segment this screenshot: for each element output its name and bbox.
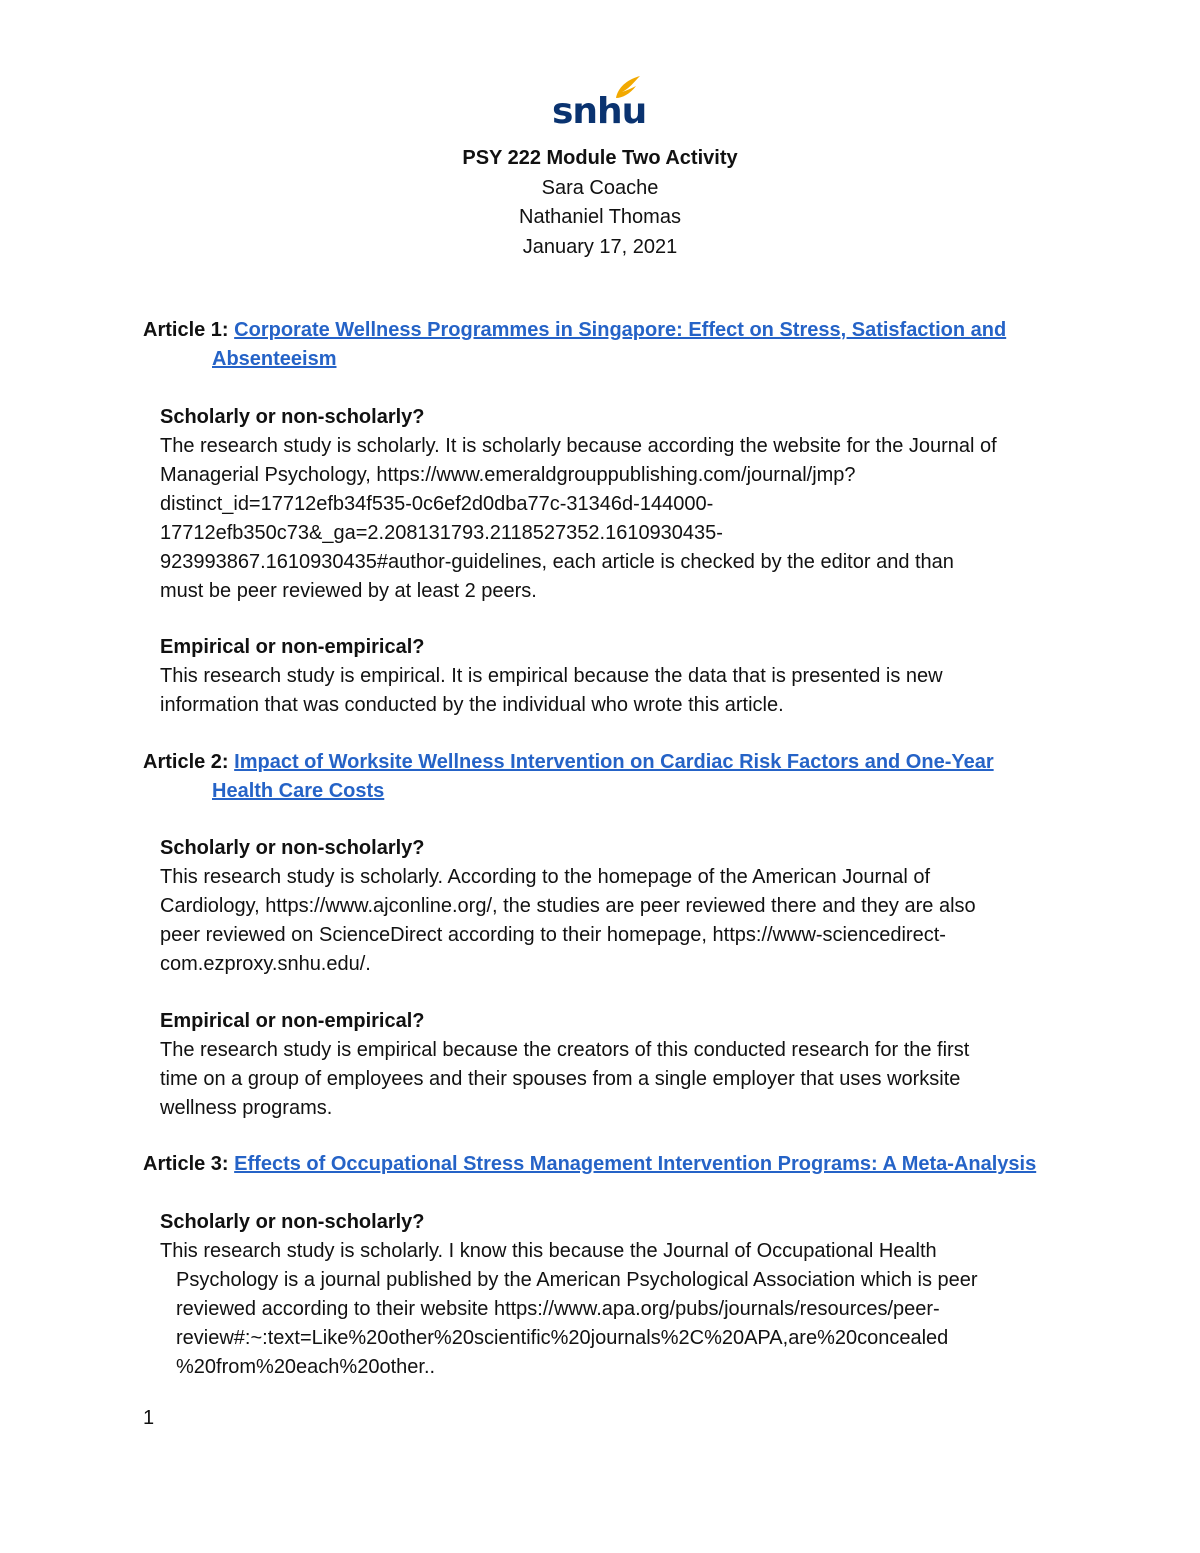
document-header: [0, 144, 1200, 262]
logo-wordmark: snhu: [552, 91, 647, 132]
article-1-scholarly-question: Scholarly or non-scholarly?: [160, 406, 425, 428]
text-line: The research study is empirical because the creators of this conducted research for the first: [160, 1039, 970, 1061]
article-1-link[interactable]: Corporate Wellness Programmes in Singapore: Effect on Stress, Satisfaction and: [234, 319, 1007, 341]
text-line: The research study is scholarly. It is scholarly because according the website for the Journal of: [160, 435, 997, 457]
article-1-scholarly-answer: [160, 432, 1060, 606]
article-3-heading: [143, 1150, 1043, 1179]
text-line: 17712efb350c73&_ga=2.208131793.2118527352.1610930435-: [160, 522, 723, 544]
page-number: 1: [143, 1407, 155, 1429]
article-2-empirical-question: Empirical or non-empirical?: [160, 1010, 425, 1032]
article-1-link-continued[interactable]: Absenteeism: [212, 348, 337, 370]
article-3-scholarly-question: Scholarly or non-scholarly?: [160, 1211, 425, 1233]
text-line: review#:~:text=Like%20other%20scientific%20journals%2C%20APA,are%20concealed: [176, 1327, 949, 1349]
text-line: reviewed according to their website https://www.apa.org/pubs/journals/resources/peer-: [176, 1298, 940, 1320]
text-line: distinct_id=17712efb34f535-0c6ef2d0dba77c-31346d-144000-: [160, 493, 714, 515]
article-1-heading: [143, 316, 1043, 345]
text-line: This research study is scholarly. I know this because the Journal of Occupational Health: [160, 1240, 937, 1262]
text-line: Managerial Psychology, https://www.emeraldgrouppublishing.com/journal/jmp?: [160, 464, 856, 486]
article-3-label: Article 3:: [143, 1153, 235, 1175]
text-line: This research study is scholarly. According to the homepage of the American Journal of: [160, 866, 931, 888]
text-line: wellness programs.: [160, 1097, 333, 1119]
student-name: Sara Coache: [541, 176, 659, 199]
article-2-scholarly-answer: [160, 863, 1060, 979]
text-line: information that was conducted by the individual who wrote this article.: [160, 694, 784, 716]
article-3-link[interactable]: Effects of Occupational Stress Management Intervention Programs: A Meta-Analysis: [234, 1153, 1037, 1175]
text-line: com.ezproxy.snhu.edu/.: [160, 953, 371, 975]
article-1-empirical-answer: [160, 662, 1060, 720]
snhu-logo: [552, 74, 647, 136]
article-2-link[interactable]: Impact of Worksite Wellness Intervention on Cardiac Risk Factors and One-Year: [234, 751, 994, 773]
document-date: January 17, 2021: [522, 235, 678, 258]
text-line: Psychology is a journal published by the American Psychological Association which is peer: [176, 1269, 978, 1291]
article-3-scholarly-answer: [160, 1237, 1060, 1382]
article-2-label: Article 2:: [143, 751, 235, 773]
text-line: 923993867.1610930435#author-guidelines, each article is checked by the editor and than: [160, 551, 954, 573]
article-2-empirical-answer: [160, 1036, 1060, 1123]
text-line: must be peer reviewed by at least 2 peers.: [160, 580, 537, 602]
text-line: peer reviewed on ScienceDirect according to their homepage, https://www-sciencedirect-: [160, 924, 946, 946]
article-2-link-continued[interactable]: Health Care Costs: [212, 780, 385, 802]
article-2-heading: [143, 748, 1043, 777]
text-line: time on a group of employees and their spouses from a single employer that uses worksite: [160, 1068, 961, 1090]
instructor-name: Nathaniel Thomas: [519, 206, 681, 228]
article-1-empirical-question: Empirical or non-empirical?: [160, 636, 425, 658]
text-line: Cardiology, https://www.ajconline.org/, the studies are peer reviewed there and they are also: [160, 895, 976, 917]
document-title: PSY 222 Module Two Activity: [462, 147, 738, 169]
article-1-label: Article 1:: [143, 319, 235, 341]
text-line: %20from%20each%20other..: [176, 1356, 436, 1378]
text-line: This research study is empirical. It is empirical because the data that is presented is new: [160, 665, 943, 687]
article-2-scholarly-question: Scholarly or non-scholarly?: [160, 837, 425, 859]
